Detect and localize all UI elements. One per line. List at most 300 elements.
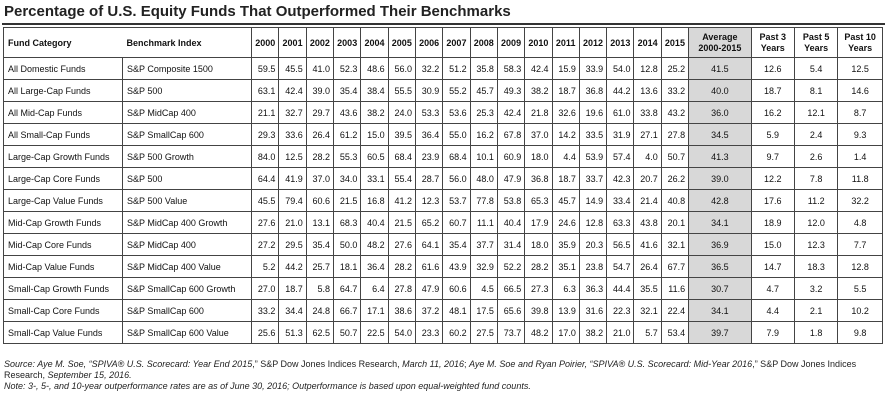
year-value-cell: 33.9 [579,58,606,80]
past-5-years-cell: 7.8 [794,168,837,190]
year-value-cell: 31.9 [607,124,634,146]
fund-category-cell: Large-Cap Value Funds [4,190,123,212]
year-value-cell: 62.5 [306,322,333,344]
year-value-cell: 18.1 [334,256,361,278]
year-value-cell: 50.7 [661,146,688,168]
benchmark-cell: S&P 500 [123,80,252,102]
table-row [4,102,883,124]
year-value-cell: 52.2 [497,256,524,278]
year-value-cell: 42.4 [525,58,552,80]
past-5-years-cell: 8.1 [794,80,837,102]
fund-category-cell: Small-Cap Core Funds [4,300,123,322]
benchmark-cell: S&P 500 Growth [123,146,252,168]
past-10-years-cell: 10.2 [838,300,883,322]
source-part2: ,” S&P Dow Jones Indices Research, [252,359,403,369]
header-year: 2003 [334,28,361,58]
outperformance-table [3,27,883,344]
year-value-cell: 48.2 [525,322,552,344]
year-value-cell: 66.7 [334,300,361,322]
year-value-cell: 33.6 [279,124,306,146]
year-value-cell: 38.4 [361,80,388,102]
header-year: 2001 [279,28,306,58]
average-cell: 39.0 [689,168,752,190]
year-value-cell: 27.5 [470,322,497,344]
year-value-cell: 38.6 [388,300,415,322]
year-value-cell: 15.0 [361,124,388,146]
year-value-cell: 54.0 [607,58,634,80]
year-value-cell: 39.0 [306,80,333,102]
year-value-cell: 14.2 [552,124,579,146]
year-value-cell: 27.1 [634,124,661,146]
average-cell: 36.5 [689,256,752,278]
year-value-cell: 21.4 [634,190,661,212]
year-value-cell: 12.8 [634,58,661,80]
past-3-years-cell: 12.2 [751,168,794,190]
header-past-10-years [838,28,883,58]
year-value-cell: 50.7 [334,322,361,344]
header-year: 2011 [552,28,579,58]
benchmark-cell: S&P Composite 1500 [123,58,252,80]
benchmark-cell: S&P SmallCap 600 Growth [123,278,252,300]
year-value-cell: 60.5 [361,146,388,168]
year-value-cell: 79.4 [279,190,306,212]
footnote: Note: 3-, 5-, and 10-year outperformance rates are as of June 30, 2016; Outperformance is based upon equal-weighted fund counts. [4,381,531,391]
year-value-cell: 57.4 [607,146,634,168]
header-year: 2006 [415,28,442,58]
source-label: Source: [4,359,38,369]
year-value-cell: 44.2 [607,80,634,102]
year-value-cell: 73.7 [497,322,524,344]
benchmark-cell: S&P MidCap 400 Value [123,256,252,278]
header-year: 2002 [306,28,333,58]
year-value-cell: 18.7 [552,80,579,102]
year-value-cell: 17.5 [470,300,497,322]
year-value-cell: 56.0 [388,58,415,80]
past-10-years-cell: 7.7 [838,234,883,256]
header-past-3-years-line1: Past 3 [759,31,787,42]
past-3-years-cell: 18.9 [751,212,794,234]
year-value-cell: 51.2 [443,58,470,80]
table-header-row [4,28,883,58]
year-value-cell: 68.4 [443,146,470,168]
year-value-cell: 11.1 [470,212,497,234]
fund-category-cell: Large-Cap Core Funds [4,168,123,190]
year-value-cell: 16.2 [470,124,497,146]
year-value-cell: 35.4 [334,80,361,102]
year-value-cell: 28.2 [306,146,333,168]
past-3-years-cell: 18.7 [751,80,794,102]
table-row [4,278,883,300]
year-value-cell: 21.1 [252,102,279,124]
year-value-cell: 55.5 [388,80,415,102]
year-value-cell: 5.7 [634,322,661,344]
average-cell: 40.0 [689,80,752,102]
year-value-cell: 25.6 [252,322,279,344]
year-value-cell: 64.7 [334,278,361,300]
year-value-cell: 40.4 [497,212,524,234]
year-value-cell: 17.0 [552,322,579,344]
year-value-cell: 38.2 [525,80,552,102]
year-value-cell: 34.0 [334,168,361,190]
year-value-cell: 55.0 [443,124,470,146]
average-cell: 30.7 [689,278,752,300]
past-10-years-cell: 5.5 [838,278,883,300]
header-average-line2: 2000-2015 [698,42,742,53]
benchmark-cell: S&P MidCap 400 [123,102,252,124]
year-value-cell: 23.8 [579,256,606,278]
header-year: 2008 [470,28,497,58]
year-value-cell: 60.6 [306,190,333,212]
year-value-cell: 41.6 [634,234,661,256]
table-row [4,124,883,146]
year-value-cell: 45.5 [252,190,279,212]
table-row [4,234,883,256]
year-value-cell: 39.8 [525,300,552,322]
year-value-cell: 32.2 [415,58,442,80]
year-value-cell: 25.2 [661,58,688,80]
year-value-cell: 31.6 [579,300,606,322]
title-divider [2,23,885,25]
year-value-cell: 27.0 [252,278,279,300]
year-value-cell: 55.4 [388,168,415,190]
year-value-cell: 21.0 [279,212,306,234]
benchmark-cell: S&P 500 Value [123,190,252,212]
year-value-cell: 35.4 [306,234,333,256]
table-row [4,190,883,212]
past-5-years-cell: 11.2 [794,190,837,212]
year-value-cell: 60.7 [443,212,470,234]
year-value-cell: 13.9 [552,300,579,322]
year-value-cell: 41.2 [388,190,415,212]
past-10-years-cell: 9.8 [838,322,883,344]
year-value-cell: 37.0 [306,168,333,190]
year-value-cell: 18.7 [552,168,579,190]
year-value-cell: 68.3 [334,212,361,234]
header-average [689,28,752,58]
fund-category-cell: All Domestic Funds [4,58,123,80]
year-value-cell: 44.4 [607,278,634,300]
year-value-cell: 18.7 [279,278,306,300]
year-value-cell: 28.7 [415,168,442,190]
year-value-cell: 60.9 [497,146,524,168]
year-value-cell: 42.3 [607,168,634,190]
year-value-cell: 43.9 [443,256,470,278]
header-year: 2014 [634,28,661,58]
year-value-cell: 52.3 [334,58,361,80]
source-part1: Aye M. Soe, “ [37,359,92,369]
table-body [4,58,883,344]
year-value-cell: 6.3 [552,278,579,300]
average-cell: 34.1 [689,300,752,322]
benchmark-cell: S&P SmallCap 600 Value [123,322,252,344]
year-value-cell: 45.7 [470,80,497,102]
year-value-cell: 5.2 [252,256,279,278]
year-value-cell: 36.8 [579,80,606,102]
past-5-years-cell: 2.4 [794,124,837,146]
year-value-cell: 41.9 [279,168,306,190]
year-value-cell: 21.8 [525,102,552,124]
year-value-cell: 65.6 [497,300,524,322]
year-value-cell: 37.0 [525,124,552,146]
past-3-years-cell: 15.0 [751,234,794,256]
year-value-cell: 35.8 [470,58,497,80]
year-value-cell: 55.2 [443,80,470,102]
past-10-years-cell: 8.7 [838,102,883,124]
year-value-cell: 25.7 [306,256,333,278]
year-value-cell: 4.5 [470,278,497,300]
year-value-cell: 30.9 [415,80,442,102]
year-value-cell: 48.1 [443,300,470,322]
source-part4: ,” S&P Dow Jones Indices Research, [4,359,857,380]
year-value-cell: 37.7 [470,234,497,256]
year-value-cell: 66.5 [497,278,524,300]
year-value-cell: 41.0 [306,58,333,80]
fund-category-cell: Large-Cap Growth Funds [4,146,123,168]
year-value-cell: 35.1 [552,256,579,278]
header-past-3-years-line2: Years [760,42,785,53]
year-value-cell: 29.5 [279,234,306,256]
header-year: 2000 [252,28,279,58]
year-value-cell: 27.6 [388,234,415,256]
year-value-cell: 29.7 [306,102,333,124]
table-row [4,212,883,234]
year-value-cell: 16.8 [361,190,388,212]
header-year: 2015 [661,28,688,58]
year-value-cell: 12.8 [579,212,606,234]
year-value-cell: 24.8 [306,300,333,322]
header-past-10-years-line2: Years [848,42,873,53]
benchmark-cell: S&P MidCap 400 [123,234,252,256]
year-value-cell: 33.8 [634,102,661,124]
year-value-cell: 67.8 [497,124,524,146]
year-value-cell: 56.0 [443,168,470,190]
year-value-cell: 22.4 [661,300,688,322]
year-value-cell: 17.1 [361,300,388,322]
year-value-cell: 60.6 [443,278,470,300]
year-value-cell: 27.8 [388,278,415,300]
past-5-years-cell: 3.2 [794,278,837,300]
year-value-cell: 53.4 [661,322,688,344]
header-past-5-years-line2: Years [804,42,829,53]
year-value-cell: 27.2 [252,234,279,256]
year-value-cell: 18.0 [525,146,552,168]
year-value-cell: 36.3 [579,278,606,300]
year-value-cell: 27.3 [525,278,552,300]
year-value-cell: 61.0 [607,102,634,124]
header-past-10-years-line1: Past 10 [844,31,876,42]
year-value-cell: 32.6 [552,102,579,124]
past-3-years-cell: 4.4 [751,300,794,322]
year-value-cell: 33.4 [607,190,634,212]
source-part1-italic: SPIVA® U.S. Scorecard: Year End 2015 [91,359,253,369]
average-cell: 36.9 [689,234,752,256]
past-5-years-cell: 2.1 [794,300,837,322]
table-row [4,58,883,80]
header-year: 2010 [525,28,552,58]
year-value-cell: 11.6 [661,278,688,300]
year-value-cell: 12.3 [415,190,442,212]
page-title: Percentage of U.S. Equity Funds That Outperformed Their Benchmarks [4,3,511,20]
year-value-cell: 4.4 [552,146,579,168]
year-value-cell: 5.8 [306,278,333,300]
year-value-cell: 65.2 [415,212,442,234]
year-value-cell: 33.7 [579,168,606,190]
year-value-cell: 28.2 [388,256,415,278]
year-value-cell: 54.7 [607,256,634,278]
table-row [4,146,883,168]
year-value-cell: 47.9 [497,168,524,190]
source-citation [4,359,884,381]
year-value-cell: 26.4 [306,124,333,146]
past-5-years-cell: 5.4 [794,58,837,80]
year-value-cell: 15.9 [552,58,579,80]
year-value-cell: 29.3 [252,124,279,146]
year-value-cell: 43.8 [634,212,661,234]
source-part2-italic: March 11, 2016 [402,359,464,369]
past-10-years-cell: 14.6 [838,80,883,102]
year-value-cell: 64.4 [252,168,279,190]
past-5-years-cell: 2.6 [794,146,837,168]
year-value-cell: 48.2 [361,234,388,256]
average-cell: 34.5 [689,124,752,146]
past-10-years-cell: 12.5 [838,58,883,80]
header-year: 2009 [497,28,524,58]
year-value-cell: 36.4 [415,124,442,146]
year-value-cell: 61.6 [415,256,442,278]
past-5-years-cell: 12.3 [794,234,837,256]
year-value-cell: 45.5 [279,58,306,80]
year-value-cell: 47.9 [415,278,442,300]
year-value-cell: 31.4 [497,234,524,256]
past-10-years-cell: 12.8 [838,256,883,278]
past-10-years-cell: 11.8 [838,168,883,190]
year-value-cell: 13.6 [634,80,661,102]
header-benchmark-index: Benchmark Index [123,28,252,58]
past-3-years-cell: 12.6 [751,58,794,80]
benchmark-cell: S&P SmallCap 600 [123,124,252,146]
year-value-cell: 22.5 [361,322,388,344]
year-value-cell: 10.1 [470,146,497,168]
fund-category-cell: Mid-Cap Core Funds [4,234,123,256]
year-value-cell: 38.2 [361,102,388,124]
year-value-cell: 77.8 [470,190,497,212]
table-row [4,168,883,190]
table-row [4,80,883,102]
year-value-cell: 35.9 [552,234,579,256]
year-value-cell: 50.0 [334,234,361,256]
year-value-cell: 4.0 [634,146,661,168]
source-part3-italic: Aye M. Soe and Ryan Poirier, “SPIVA® U.S. Scorecard: Mid-Year 2016 [469,359,753,369]
year-value-cell: 53.7 [443,190,470,212]
year-value-cell: 53.6 [443,102,470,124]
year-value-cell: 51.3 [279,322,306,344]
header-year: 2012 [579,28,606,58]
fund-category-cell: Mid-Cap Growth Funds [4,212,123,234]
source-part4-italic: September 15, 2016. [47,370,132,380]
year-value-cell: 34.4 [279,300,306,322]
year-value-cell: 49.3 [497,80,524,102]
year-value-cell: 12.5 [279,146,306,168]
fund-category-cell: All Large-Cap Funds [4,80,123,102]
year-value-cell: 35.5 [634,278,661,300]
year-value-cell: 37.2 [415,300,442,322]
year-value-cell: 42.4 [279,80,306,102]
header-year: 2005 [388,28,415,58]
year-value-cell: 38.2 [579,322,606,344]
year-value-cell: 21.5 [334,190,361,212]
source-note [4,359,884,392]
average-cell: 41.3 [689,146,752,168]
year-value-cell: 20.3 [579,234,606,256]
header-past-5-years-line1: Past 5 [802,31,830,42]
year-value-cell: 20.1 [661,212,688,234]
source-part3: ; [463,359,469,369]
table-row [4,256,883,278]
year-value-cell: 32.9 [470,256,497,278]
table-row [4,322,883,344]
past-5-years-cell: 1.8 [794,322,837,344]
benchmark-cell: S&P MidCap 400 Growth [123,212,252,234]
header-past-3-years [751,28,794,58]
year-value-cell: 55.3 [334,146,361,168]
year-value-cell: 67.7 [661,256,688,278]
year-value-cell: 48.0 [470,168,497,190]
year-value-cell: 59.5 [252,58,279,80]
past-3-years-cell: 9.7 [751,146,794,168]
year-value-cell: 58.3 [497,58,524,80]
average-cell: 42.8 [689,190,752,212]
header-fund-category: Fund Category [4,28,123,58]
year-value-cell: 33.5 [579,124,606,146]
past-5-years-cell: 12.0 [794,212,837,234]
year-value-cell: 24.0 [388,102,415,124]
year-value-cell: 17.9 [525,212,552,234]
past-3-years-cell: 16.2 [751,102,794,124]
year-value-cell: 65.3 [525,190,552,212]
year-value-cell: 68.4 [388,146,415,168]
year-value-cell: 22.3 [607,300,634,322]
year-value-cell: 21.0 [607,322,634,344]
year-value-cell: 27.8 [661,124,688,146]
fund-category-cell: All Small-Cap Funds [4,124,123,146]
past-3-years-cell: 14.7 [751,256,794,278]
year-value-cell: 32.1 [661,234,688,256]
year-value-cell: 40.4 [361,212,388,234]
year-value-cell: 26.2 [661,168,688,190]
past-10-years-cell: 9.3 [838,124,883,146]
year-value-cell: 32.1 [634,300,661,322]
header-year: 2013 [607,28,634,58]
year-value-cell: 26.4 [634,256,661,278]
year-value-cell: 43.6 [334,102,361,124]
benchmark-cell: S&P 500 [123,168,252,190]
year-value-cell: 6.4 [361,278,388,300]
year-value-cell: 28.2 [525,256,552,278]
fund-category-cell: All Mid-Cap Funds [4,102,123,124]
year-value-cell: 32.7 [279,102,306,124]
year-value-cell: 53.8 [497,190,524,212]
table-row [4,300,883,322]
header-past-5-years [794,28,837,58]
past-3-years-cell: 4.7 [751,278,794,300]
year-value-cell: 18.0 [525,234,552,256]
fund-category-cell: Small-Cap Growth Funds [4,278,123,300]
year-value-cell: 60.2 [443,322,470,344]
year-value-cell: 56.5 [607,234,634,256]
year-value-cell: 63.1 [252,80,279,102]
year-value-cell: 43.2 [661,102,688,124]
year-value-cell: 42.4 [497,102,524,124]
